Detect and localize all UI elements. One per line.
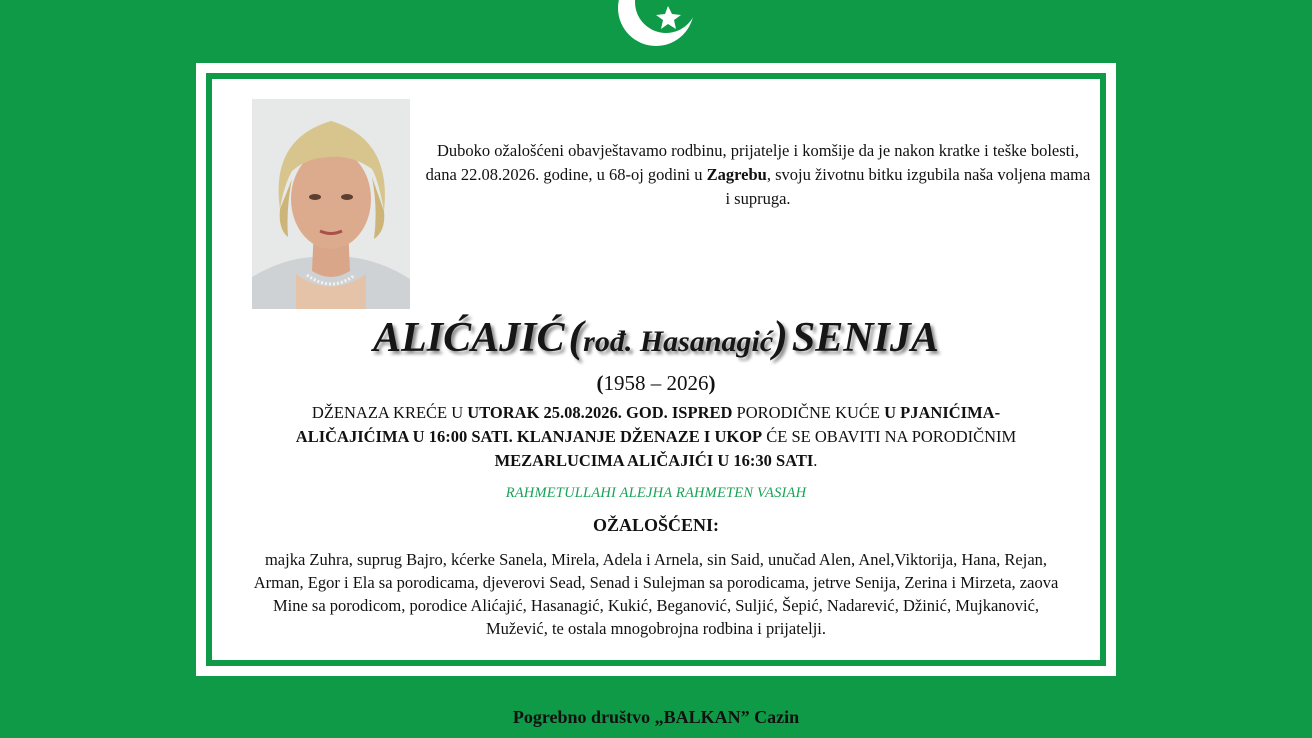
prayer-line: RAHMETULLAHI ALEJHA RAHMETEN VASIAH bbox=[505, 485, 807, 501]
crescent-star-icon bbox=[606, 0, 706, 58]
card-border bbox=[206, 73, 1106, 666]
first-name: SENIJA bbox=[791, 315, 939, 361]
surname: ALIĆAJIĆ bbox=[373, 315, 565, 361]
intro-announcement: Duboko ožalošćeni obavještavamo rodbinu, prijatelje i komšije da je nakon kratke i teške bolesti, dana 22.08.2026. godine, u 68-oj godini u Zagrebu, svoju životnu bitku izgubila naša voljena mama i supruga. bbox=[425, 141, 1091, 208]
funeral-details: DŽENAZA KREĆE U UTORAK 25.08.2026. GOD. ISPRED PORODIČNE KUĆE U PJANIĆIMA-ALIČAJIĆIMA U 16:00 SATI. KLANJANJE DŽENAZE I UKOP ĆE SE OBAVITI NA PORODIČNIM MEZARLUCIMA ALIČAJIĆI U 16:30 SATI. bbox=[295, 403, 1017, 470]
mourners-heading: OŽALOŠĆENI: bbox=[592, 515, 720, 535]
life-years: (1958 – 2026) bbox=[596, 371, 716, 395]
intro-city: Zagrebu bbox=[706, 165, 767, 184]
deceased-photo bbox=[252, 99, 410, 309]
mourners-list: majka Zuhra, suprug Bajro, kćerke Sanela, Mirela, Adela i Arnela, sin Said, unučad Alen, Anel,Viktorija, Hana, Rejan, Arman, Egor i Ela sa porodicama, djeverovi Sead, Senad i Sulejman sa porodicama, jetrve Senija, Zerina i Mirzeta, zaova Mine sa porodicom, porodice Alićajić, Hasanagić, Kukić, Beganović, Suljić, Šepić, Nadarević, Džinić, Mujkanović, Mužević, te ostala mnogobrojna rodbina i prijatelji. bbox=[253, 550, 1059, 638]
deceased-name: ALIĆAJIĆ (rođ. Hasanagić) SENIJA bbox=[373, 312, 939, 361]
maiden-name: rođ. Hasanagić bbox=[583, 325, 774, 358]
obituary-card bbox=[196, 63, 1116, 676]
funeral-home: Pogrebno društvo „BALKAN” Cazin bbox=[512, 707, 800, 727]
